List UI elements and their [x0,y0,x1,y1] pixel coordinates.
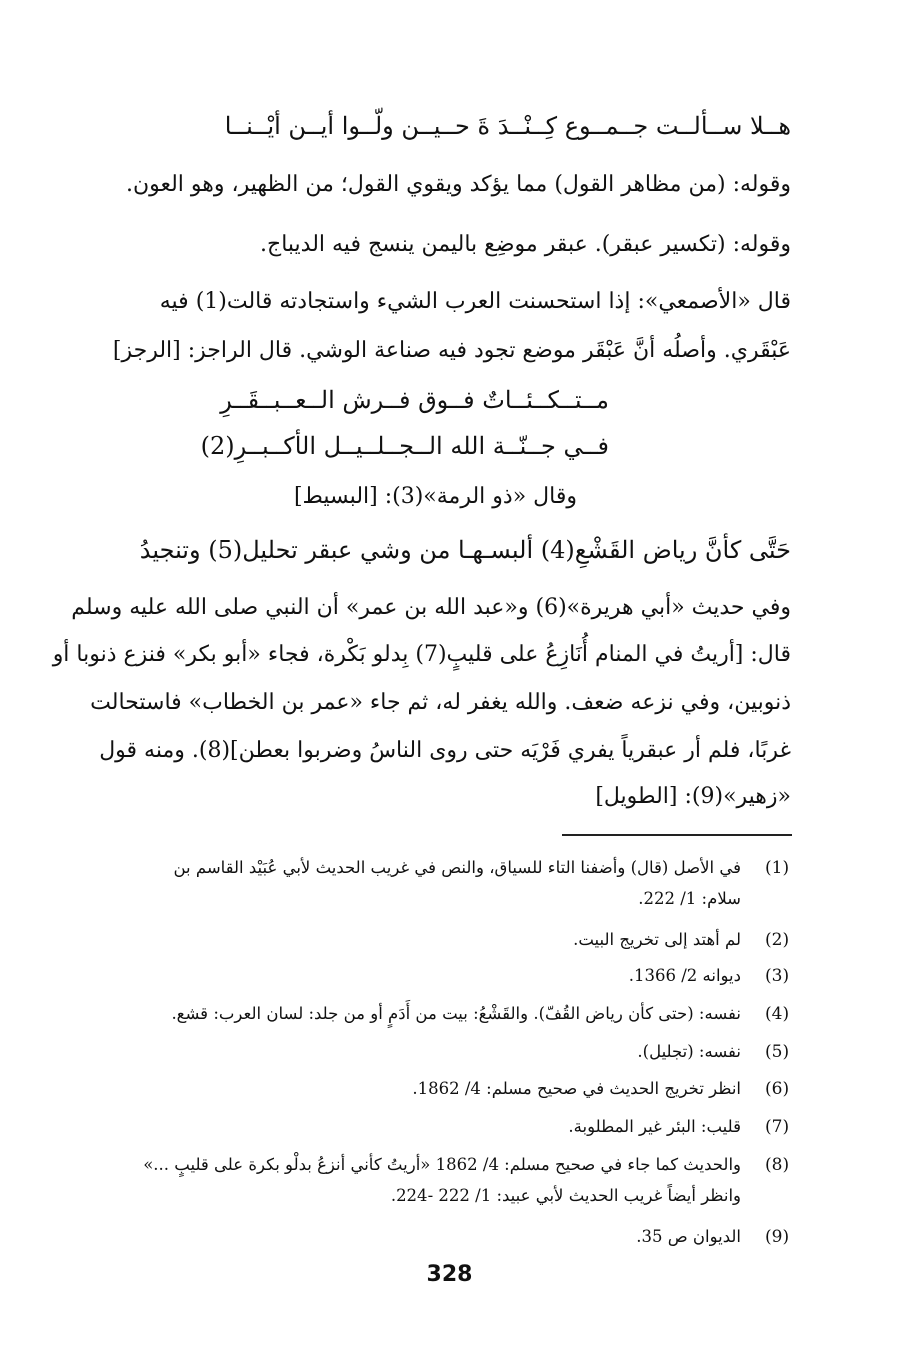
footnote-number: (1) [765,858,790,878]
verse-line: حَتَّى كأنَّ رياض القَشْعِ(4) ألبسـهـا من وشي عبقر تحليل(5) وتنجيدُ [139,536,791,564]
footnote-text: انظر تخريج الحديث في صحيح مسلم: 4/ 1862. [412,1079,741,1098]
footnote-number: (7) [765,1117,790,1137]
footnote-text: ديوانه 2/ 1366. [628,966,741,985]
footnote-text: والحديث كما جاء في صحيح مسلم: 4/ 1862 «أريتُ كأني أنزعُ بدلْو بكرة على قليبٍ ...» [143,1155,741,1174]
footnote-number: (8) [765,1155,790,1175]
paragraph-line: قال «الأصمعي»: إذا استحسنت العرب الشيء واستجادته قالت(1) فيه [159,289,791,314]
footnote-number: (3) [765,966,790,986]
verse-line: هــلا ســألــت جــمــوع كِــنْــدَ ةَ حــيــن ولّــوا أيــن أيْــنــا [224,112,791,140]
paragraph-line: وفي حديث «أبي هريرة»(6) و«عبد الله بن عمر» أن النبي صلى الله عليه وسلم [71,595,791,620]
footnote-number: (4) [765,1004,790,1024]
verse-line: فــي جــنّــة الله الــجــلــيــل الأكــبــرِ(2) [200,432,609,460]
footnote-number: (5) [765,1042,790,1062]
footnote-text: قليب: البئر غير المطلوبة. [568,1117,741,1136]
paragraph-line: عَبْقَري. وأصلُه أنَّ عَبْقَر موضع تجود فيه صناعة الوشي. قال الراجز: [الرجز] [112,338,791,363]
footnote-text: نفسه: (تجليل). [637,1042,741,1061]
paragraph-line: وقوله: (من مظاهر القول) مما يؤكد ويقوي القول؛ من الظهير، وهو العون. [125,172,791,197]
footnote-text: الديوان ص 35. [636,1227,741,1246]
verse-line: مــتــكــئــاتٌ فــوق فــرش الــعــبــقَــرِ [220,386,609,414]
footnote-number: (2) [765,930,790,950]
footnote-text: سلام: 1/ 222. [638,889,741,908]
paragraph-line: «زهير»(9): [الطويل] [595,784,791,809]
paragraph-line: غربًا، فلم أر عبقرياً يفري فَرْيَه حتى روى الناسُ وضربوا بعطن](8). ومنه قول [99,738,791,763]
footnote-number: (6) [765,1079,790,1099]
paragraph-line: ذنوبين، وفي نزعه ضعف. والله يغفر له، ثم جاء «عمر بن الخطاب» فاستحالت [90,690,791,715]
footnote-text: نفسه: (حتى كأن رياض القُفّ). والقَشْعُ: بيت من أَدَمٍ أو من جلد: لسان العرب: قشع. [171,1004,741,1023]
paragraph-line: وقال «ذو الرمة»(3): [البسيط] [293,484,577,509]
paragraph-line: قال: [أريتُ في المنام أُنَازِعُ على قليبٍ(7) بِدلو بَكْرة، فجاء «أبو بكر» فنزع ذنوبا أو [52,642,791,667]
footnote-text: وانظر أيضاً غريب الحديث لأبي عبيد: 1/ 222 -224. [390,1186,741,1205]
footnote-number: (9) [765,1227,790,1247]
footnote-text: لم أهتد إلى تخريج البيت. [573,930,741,949]
page-number: 328 [426,1262,473,1287]
footnote-text: في الأصل (قال) وأضفنا التاء للسياق، والنص في غريب الحديث لأبي عُبَيْد القاسم بن [173,858,741,877]
paragraph-line: وقوله: (تكسير عبقر). عبقر موضِع باليمن ينسج فيه الديباج. [260,232,791,257]
footnote-separator [562,834,792,836]
